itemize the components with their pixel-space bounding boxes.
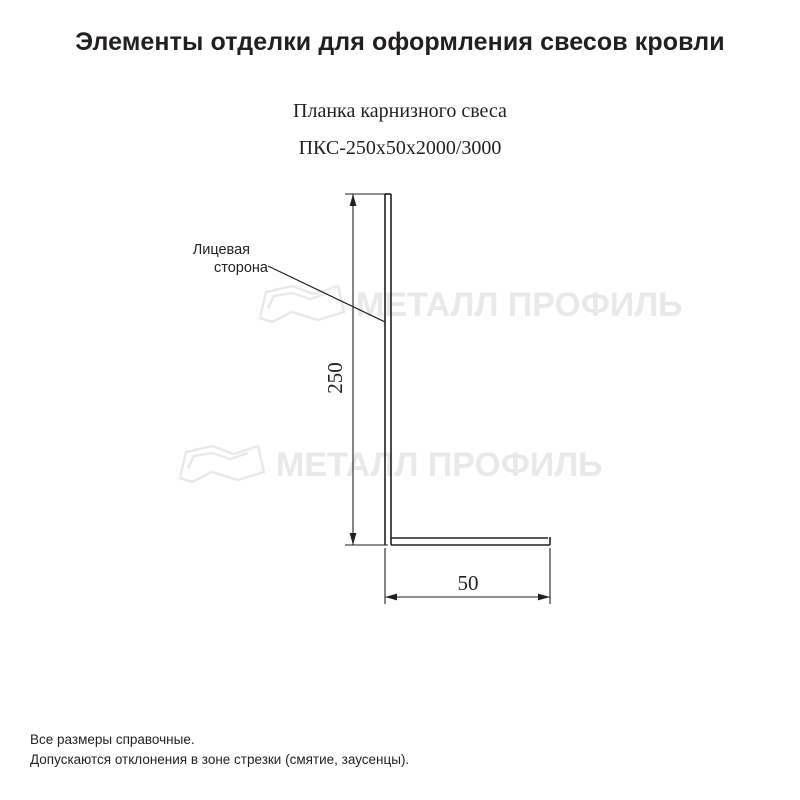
product-subtitle: Планка карнизного свеса <box>293 100 507 122</box>
face-side-leader <box>268 266 385 322</box>
vertical-arrow-top <box>350 194 357 206</box>
face-side-label-line2: сторона <box>214 260 268 276</box>
page-title: Элементы отделки для оформления свесов кровли <box>75 28 725 56</box>
vertical-dimension <box>345 194 388 545</box>
horizontal-arrow-right <box>538 594 550 601</box>
technical-drawing <box>120 170 720 650</box>
horizontal-dimension-text: 50 <box>457 571 479 595</box>
watermark-text: МЕТАЛЛ ПРОФИЛЬ <box>276 446 603 484</box>
vertical-dimension-text: 250 <box>323 362 347 394</box>
product-code: ПКС-250x50x2000/3000 <box>298 137 502 159</box>
footer-note-1: Все размеры справочные. <box>30 732 195 747</box>
footer-note-2: Допускаются отклонения в зоне стрезки (смятие, заусенцы). <box>30 752 410 767</box>
face-side-label-line1: Лицевая <box>192 242 250 258</box>
vertical-arrow-bottom <box>350 533 357 545</box>
watermark-text: МЕТАЛЛ ПРОФИЛЬ <box>356 286 683 324</box>
profile-outline <box>385 194 550 545</box>
footer-notes <box>30 730 409 770</box>
horizontal-arrow-left <box>385 594 397 601</box>
